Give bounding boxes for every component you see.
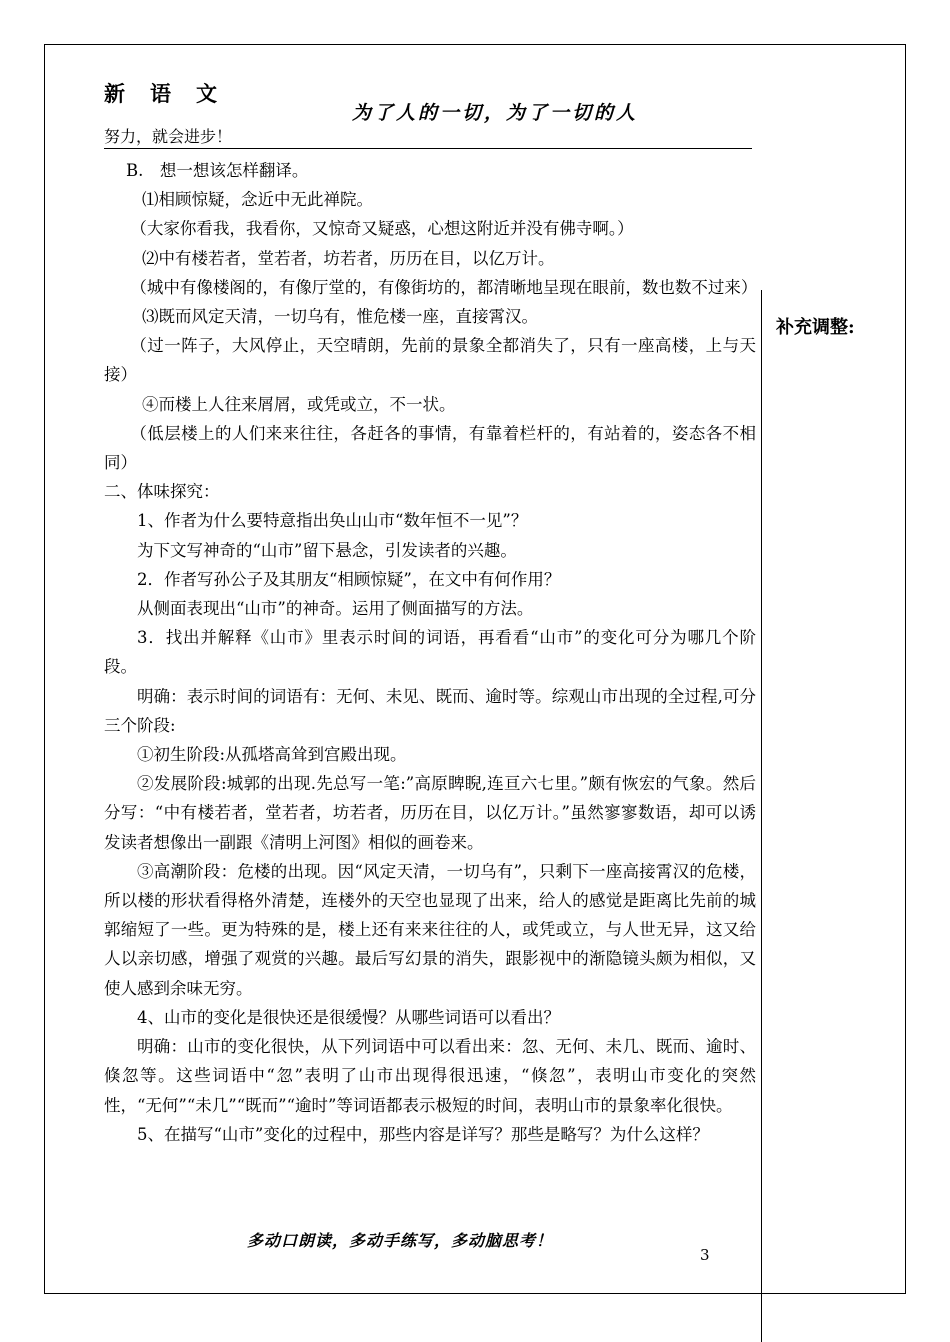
translation-1: （大家你看我，我看你，又惊奇又疑惑，心想这附近并没有佛寺啊。） [130,219,634,239]
translation-2: （城中有像楼阁的，有像厅堂的，有像街坊的，都清晰地呈现在眼前，数也数不过来） [130,277,758,297]
question-2: 2．作者写孙公子及其朋友“相顾惊疑”，在文中有何作用？ [137,569,561,589]
section-b-heading: B. 想一想该怎样翻译。 [126,161,309,180]
answer-3-intro: 明确：表示时间的词语有：无何、未见、既而、逾时等。综观山市出现的全过程,可分三个阶段: [104,686,756,735]
side-column-label: 补充调整: [776,317,855,338]
lesson-content [104,156,756,1149]
translation-3: （过一阵子，大风停止，天空晴朗，先前的景象全都消失了，只有一座高楼，上与天接） [104,336,756,385]
question-4: 4、山市的变化是很快还是很缓慢？从哪些词语可以看出？ [137,1007,560,1027]
section-2-heading: 二、体味探究： [104,482,220,502]
stage-3: ③高潮阶段：危楼的出现。因“风定天清，一切乌有”，只剩下一座高接霄汉的危楼，所以楼的形状看得格外清楚，连楼外的天空也显现了出来，给人的感觉是距离比先前的城郭缩短了一些。更为特殊的是，楼上还有来来往往的人，或凭或立，与人世无异，这又给人以亲切感，增强了观赏的兴趣。最后写幻景的消失，跟影视中的渐隐镜头颇为相似，又使人感到余味无穷。 [104,861,756,998]
side-column-divider [761,290,762,1342]
footer-slogan: 多动口朗读，多动手练写，多动脑思考！ [247,1231,554,1250]
translation-4: （低层楼上的人们来来往往，各赶各的事情，有靠着栏杆的，有站着的，姿态各不相同） [104,423,756,473]
header-slogan: 为了人的一切，为了一切的人 [352,102,639,124]
stage-2: ②发展阶段:城郭的出现.先总写一笔:”高原睥睨,连亘六七里。”颇有恢宏的气象。然后分写：“中有楼若者，堂若者，坊若者，历历在目，以亿万计。”虽然寥寥数语，却可以诱发读者想像出一副跟《清明上河图》相似的画卷来。 [104,774,756,852]
answer-1: 为下文写神奇的“山市”留下悬念，引发读者的兴趣。 [137,540,517,560]
header-subtitle: 努力，就会进步！ [104,127,233,146]
answer-4: 明确：山市的变化很快，从下列词语中可以看出来：忽、无何、未几、既而、逾时、倏忽等。这些词语中“忽”表明了山市出现得很迅速，“倏忽”，表明山市变化的突然性，“无何”“未几”“既而”“逾时”等词语都表示极短的时间，表明山市的景象率化很快。 [104,1037,756,1115]
answer-2: 从侧面表现出“山市”的神奇。运用了侧面描写的方法。 [137,599,534,619]
sentence-3: ⑶既而风定天清，一切乌有，惟危楼一座，直接霄汉。 [142,307,538,327]
question-5: 5、在描写“山市”变化的过程中，那些内容是详写？那些是略写？为什么这样？ [137,1124,709,1144]
question-1: 1、作者为什么要特意指出奂山山市“数年恒不一见”？ [137,511,528,531]
stage-1: ①初生阶段:从孤塔高耸到宫殿出现。 [137,745,407,765]
sentence-4: ④而楼上人往来屑屑，或凭或立，不一状。 [142,394,456,414]
sentence-1: ⑴相顾惊疑，念近中无此禅院。 [142,190,373,210]
header-title: 新语文 [104,81,242,106]
question-3: 3．找出并解释《山市》里表示时间的词语，再看看“山市”的变化可分为哪几个阶段。 [104,628,756,677]
sentence-2: ⑵中有楼若者，堂若者，坊若者，历历在目，以亿万计。 [142,248,555,268]
header-rule [104,148,752,149]
page-number: 3 [700,1246,710,1264]
